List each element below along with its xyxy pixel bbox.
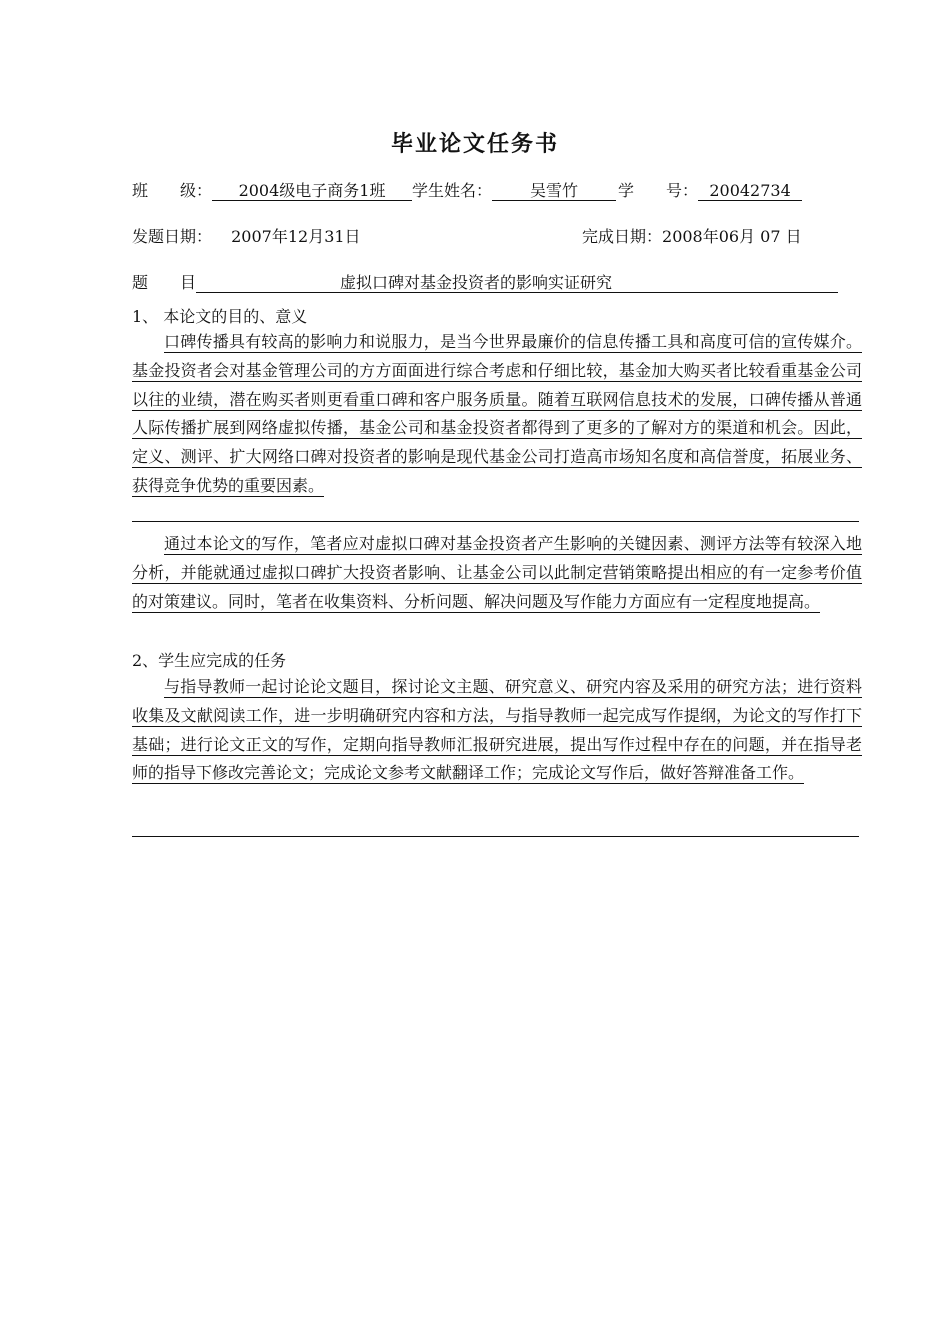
issue-date-label: 发题日期： [132,227,213,246]
class-label: 班 级： [132,181,213,200]
paragraph-tasks-text: 与指导教师一起讨论论文题目，探讨论文主题、研究意义、研究内容及采用的研究方法；进行资料收集及文献阅读工作，进一步明确研究内容和方法，与指导教师一起完成写作提纲，为论文的写作打下基础；进行论文正文的写作，定期向指导教师汇报研究进展，提出写作过程中存在的问题，并在指导老师的指导下修改完善论文；完成论文参考文献翻译工作；完成论文写作后，做好答辩准备工作。 [132,677,862,783]
paragraph-tasks [132,673,862,788]
paragraph-purpose-end-rule [132,521,859,522]
student-value: 吴雪竹 [492,182,616,201]
number-value: 20042734 [698,182,802,201]
topic-value: 虚拟口碑对基金投资者的影响实证研究 [340,273,613,292]
info-row-topic [132,270,838,293]
complete-date-label: 完成日期： [582,227,663,246]
paragraph-purpose [132,328,862,501]
student-label: 学生姓名： [412,181,493,200]
issue-date-value: 2007年12月31日 [231,227,361,246]
info-row-class [132,178,802,201]
topic-field [196,274,838,293]
section-1-heading: 1、 本论文的目的、意义 [132,307,308,326]
info-row-dates [132,224,361,247]
section-2-heading: 2、学生应完成的任务 [132,651,287,670]
complete-date-value: 2008年06月 07 日 [662,227,802,246]
paragraph-purpose-text: 口碑传播具有较高的影响力和说服力，是当今世界最廉价的信息传播工具和高度可信的宣传媒介。基金投资者会对基金管理公司的方方面面进行综合考虑和仔细比较，基金加大购买者比较看重基金公司以往的业绩，潜在购买者则更看重口碑和客户服务质量。随着互联网信息技术的发展，口碑传播从普通人际传播扩展到网络虚拟传播，基金公司和基金投资者都得到了更多的了解对方的渠道和机会。因此，定义、测评、扩大网络口碑对投资者的影响是现代基金公司打造高市场知名度和高信誉度，拓展业务、获得竞争优势的重要因素。 [132,332,862,495]
paragraph-writing [132,530,862,616]
document-title: 毕业论文任务书 [390,132,559,157]
complete-date [582,224,802,247]
paragraph-writing-text: 通过本论文的写作，笔者应对虚拟口碑对基金投资者产生影响的关键因素、测评方法等有较深入地分析，并能就通过虚拟口碑扩大投资者影响、让基金公司以此制定营销策略提出相应的有一定参考价值的对策建议。同时，笔者在收集资料、分析问题、解决问题及写作能力方面应有一定程度地提高。 [132,534,862,611]
document-end-rule [132,836,859,837]
number-label: 学 号： [618,181,699,200]
topic-label: 题 目 [132,273,197,292]
class-value: 2004级电子商务1班 [212,182,412,201]
